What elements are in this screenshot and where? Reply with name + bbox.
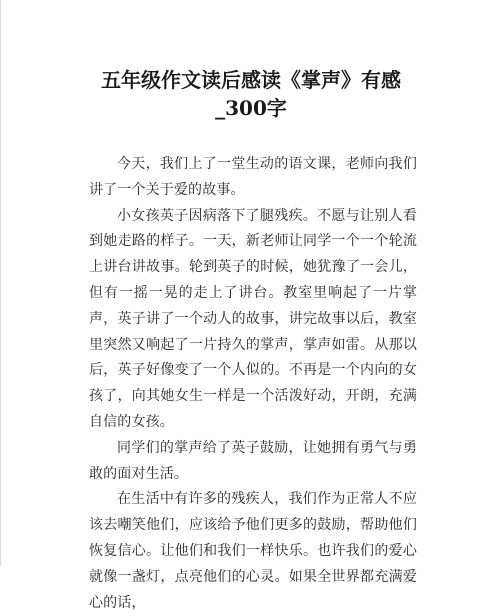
paragraph-2: 小女孩英子因病落下了腿残疾。不愿与让别人看到她走路的样子。一天，新老师让同学一个一个轮流上讲台讲故事。轮到英子的时候，她犹豫了一会儿，但有一摇一晃的走上了讲台。教室里响起了一片掌声，英子讲了一个动人的故事，讲完故事以后，教室里突然又响起了一片持久的掌声，掌声如雷。从那以后，英子好像变了一个人似的。不再是一个内向的女孩了，向其她女生一样是一个活泼好动，开朗，充满自信的女孩。 — [89, 207, 417, 430]
document-title: 五年级作文读后感读《掌声》有感_300字 — [101, 68, 401, 120]
document-body — [89, 152, 417, 616]
paragraph-3: 同学们的掌声给了英子鼓励，让她拥有勇气与勇敢的面对生活。 — [89, 439, 417, 482]
paragraph-4: 在生活中有许多的残疾人，我们作为正常人不应该去嘲笑他们，应该给予他们更多的鼓励，帮助他们恢复信心。让他们和我们一样快乐。也许我们的爱心就像一盏灯，点亮他们的心灵。如果全世界都充满爱心的话， — [89, 491, 417, 611]
paragraph-1: 今天，我们上了一堂生动的语文课，老师向我们讲了一个关于爱的故事。 — [89, 156, 417, 198]
